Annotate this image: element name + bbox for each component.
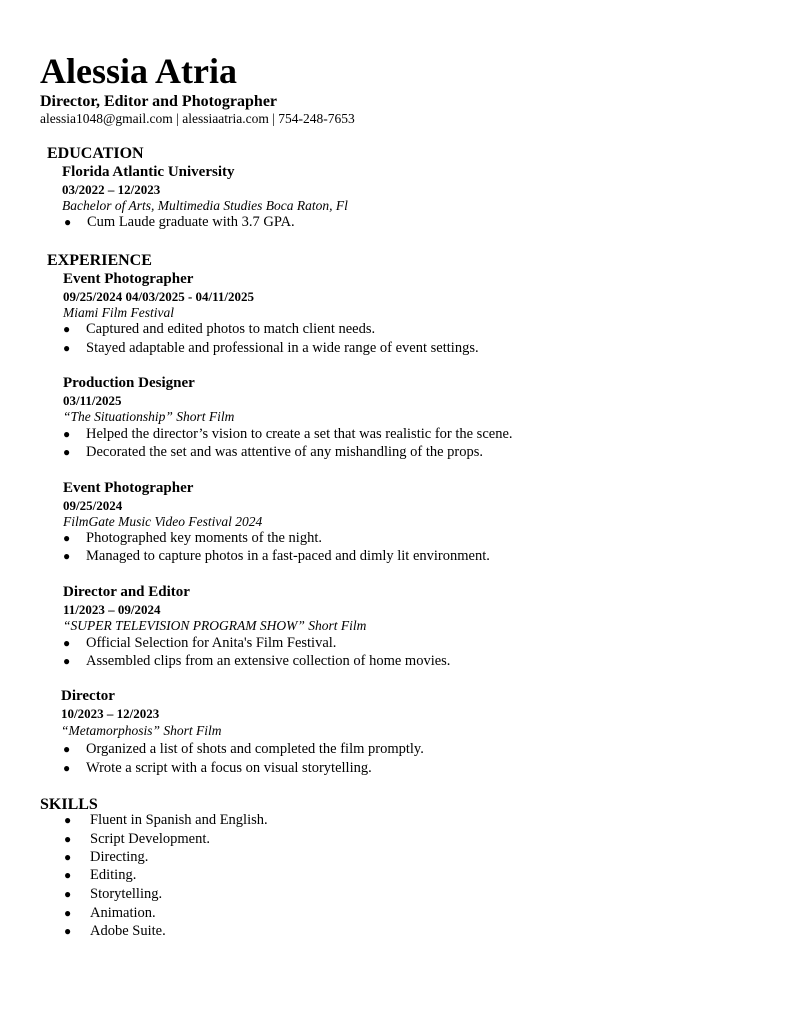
job-dates: 03/11/2025 [63, 393, 122, 408]
bullet-dot-icon: ● [63, 427, 71, 441]
bullet-dot-icon: ● [64, 850, 72, 864]
job-organization: “SUPER TELEVISION PROGRAM SHOW” Short Film [63, 618, 367, 633]
job-title: Event Photographer [63, 271, 194, 287]
bullet-dot-icon: ● [63, 742, 71, 756]
bullet-dot-icon: ● [63, 341, 71, 355]
job-title: Director and Editor [63, 584, 190, 600]
contact-line: alessia1048@gmail.com | alessiaatria.com | 754-248-7653 [40, 111, 355, 126]
bullet-dot-icon: ● [63, 654, 71, 668]
job-title: Production Designer [63, 375, 195, 391]
job-organization: “Metamorphosis” Short Film [61, 723, 222, 738]
bullet-dot-icon: ● [63, 531, 71, 545]
section-heading-skills: SKILLS [40, 796, 98, 813]
degree: Bachelor of Arts, Multimedia Studies Boca Raton, Fl [62, 198, 348, 213]
job-title: Event Photographer [63, 480, 194, 496]
job-dates: 09/25/2024 [63, 498, 123, 513]
bullet-dot-icon: ● [63, 761, 71, 775]
job-dates: 10/2023 – 12/2023 [61, 706, 160, 721]
school-name: Florida Atlantic University [62, 164, 235, 180]
resume-name: Alessia Atria [40, 51, 237, 91]
job-organization: FilmGate Music Video Festival 2024 [63, 514, 263, 529]
bullet-dot-icon: ● [64, 887, 72, 901]
bullet-dot-icon: ● [64, 813, 72, 827]
job-organization: “The Situationship” Short Film [63, 409, 235, 424]
resume-subtitle: Director, Editor and Photographer [40, 93, 278, 110]
job-organization: Miami Film Festival [63, 305, 174, 320]
bullet-dot-icon: ● [63, 445, 71, 459]
bullet-dot-icon: ● [63, 322, 71, 336]
bullet-dot-icon: ● [63, 636, 71, 650]
bullet-dot-icon: ● [64, 832, 72, 846]
job-dates: 09/25/2024 04/03/2025 - 04/11/2025 [63, 289, 255, 304]
bullet-dot-icon: ● [64, 215, 72, 229]
education-dates: 03/2022 – 12/2023 [62, 182, 161, 197]
bullet-dot-icon: ● [64, 924, 72, 938]
bullet-dot-icon: ● [63, 549, 71, 563]
section-heading-experience: EXPERIENCE [47, 252, 152, 269]
bullet-dot-icon: ● [64, 868, 72, 882]
job-title: Director [61, 688, 115, 704]
job-dates: 11/2023 – 09/2024 [63, 602, 161, 617]
section-heading-education: EDUCATION [47, 145, 144, 162]
bullet-dot-icon: ● [64, 906, 72, 920]
